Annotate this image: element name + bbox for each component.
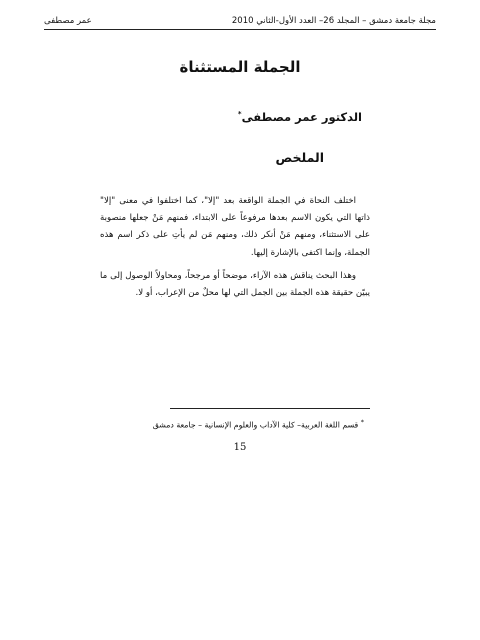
footnote-mark: * xyxy=(360,418,364,426)
abstract-heading: الملخص xyxy=(275,150,324,165)
journal-citation: مجلة جامعة دمشق – المجلد 26– العدد الأول-الثاني 2010 xyxy=(231,16,436,26)
page-number: 15 xyxy=(233,442,247,453)
author-name: الدكتور عمر مصطفى xyxy=(241,110,362,124)
header-author: عمر مصطفى xyxy=(44,16,92,26)
abstract-body xyxy=(100,193,370,308)
abstract-paragraph: وهذا البحث يناقش هذه الآراء، موضحاً أو مرجحاً، ومحاولاً الوصول إلى ما يبيّن حقيقة هذه الجملة بين الجمل التي لها محلٌ من الإعراب، أو لا. xyxy=(100,270,370,299)
footnote xyxy=(153,418,364,430)
footnote-divider xyxy=(170,408,370,409)
running-header xyxy=(44,14,436,28)
footnote-text: قسم اللغة العربية– كلية الآداب والعلوم الإنسانية – جامعة دمشق xyxy=(152,420,359,430)
abstract-paragraph: اختلف النحاة في الجملة الواقعة بعد "إلا"، كما اختلفوا في معنى "إلا" ذاتها التي يكون الاسم بعدها مرفوعاً على الابتداء، فمنهم مَنْ جعلها منصوبة على الاستثناء، ومنهم مَنْ أنكر ذلك، ومنهم مَن لم يأتِ على ذكر اسم هذه الجملة، وإنما اكتفى بالإشارة إليها. xyxy=(100,196,370,258)
author-byline xyxy=(238,110,362,124)
author-footnote-mark: * xyxy=(237,110,242,119)
paper-title: الجملة المستثناة xyxy=(179,58,301,76)
header-divider xyxy=(44,29,436,30)
